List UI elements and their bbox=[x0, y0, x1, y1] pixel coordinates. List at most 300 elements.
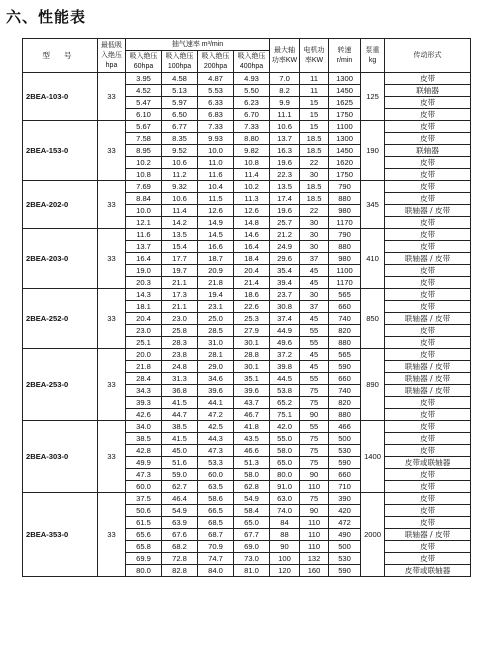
value-cell: 91.0 bbox=[270, 481, 300, 493]
value-cell: 45 bbox=[300, 265, 329, 277]
table-row bbox=[23, 121, 471, 133]
value-cell: 17.7 bbox=[162, 253, 198, 265]
table-row bbox=[23, 421, 471, 433]
drive-cell: 皮带 bbox=[385, 289, 471, 301]
value-cell: 18.5 bbox=[300, 193, 329, 205]
value-cell: 42.0 bbox=[270, 421, 300, 433]
value-cell: 790 bbox=[329, 181, 361, 193]
value-cell: 4.93 bbox=[234, 73, 270, 85]
section-title: 六、性能表 bbox=[6, 8, 87, 26]
drive-cell: 皮带 bbox=[385, 337, 471, 349]
value-cell: 59.0 bbox=[162, 469, 198, 481]
value-cell: 5.97 bbox=[162, 97, 198, 109]
value-cell: 28.3 bbox=[162, 337, 198, 349]
value-cell: 44.5 bbox=[270, 373, 300, 385]
value-cell: 880 bbox=[329, 337, 361, 349]
drive-cell: 皮带 bbox=[385, 277, 471, 289]
value-cell: 11.6 bbox=[126, 229, 162, 241]
header-model: 型 号 bbox=[23, 39, 98, 73]
value-cell: 25.8 bbox=[162, 325, 198, 337]
drive-cell: 皮带 bbox=[385, 241, 471, 253]
drive-cell: 皮带 bbox=[385, 433, 471, 445]
value-cell: 12.1 bbox=[126, 217, 162, 229]
drive-cell: 联轴器 bbox=[385, 85, 471, 97]
value-cell: 31.0 bbox=[198, 337, 234, 349]
value-cell: 14.6 bbox=[234, 229, 270, 241]
value-cell: 740 bbox=[329, 313, 361, 325]
value-cell: 10.6 bbox=[270, 121, 300, 133]
value-cell: 45 bbox=[300, 313, 329, 325]
value-cell: 7.33 bbox=[234, 121, 270, 133]
value-cell: 10.4 bbox=[198, 181, 234, 193]
value-cell: 63.0 bbox=[270, 493, 300, 505]
value-cell: 55.0 bbox=[270, 433, 300, 445]
value-cell: 11.1 bbox=[270, 109, 300, 121]
value-cell: 18.5 bbox=[300, 145, 329, 157]
table-row bbox=[23, 349, 471, 361]
value-cell: 39.4 bbox=[270, 277, 300, 289]
value-cell: 15.4 bbox=[162, 241, 198, 253]
model-cell: 2BEA-103-0 bbox=[23, 73, 98, 121]
value-cell: 4.52 bbox=[126, 85, 162, 97]
value-cell: 500 bbox=[329, 433, 361, 445]
value-cell: 65.8 bbox=[126, 541, 162, 553]
value-cell: 24.8 bbox=[162, 361, 198, 373]
value-cell: 790 bbox=[329, 229, 361, 241]
value-cell: 55 bbox=[300, 373, 329, 385]
value-cell: 62.8 bbox=[234, 481, 270, 493]
value-cell: 10.0 bbox=[198, 145, 234, 157]
value-cell: 15 bbox=[300, 97, 329, 109]
value-cell: 30.1 bbox=[234, 337, 270, 349]
drive-cell: 联轴器 / 皮带 bbox=[385, 205, 471, 217]
value-cell: 55 bbox=[300, 421, 329, 433]
drive-cell: 联轴器 / 皮带 bbox=[385, 361, 471, 373]
value-cell: 36.8 bbox=[162, 385, 198, 397]
value-cell: 45 bbox=[300, 349, 329, 361]
value-cell: 63.9 bbox=[162, 517, 198, 529]
value-cell: 23.0 bbox=[162, 313, 198, 325]
value-cell: 49.6 bbox=[270, 337, 300, 349]
value-cell: 660 bbox=[329, 469, 361, 481]
value-cell: 30 bbox=[300, 241, 329, 253]
value-cell: 75 bbox=[300, 385, 329, 397]
value-cell: 18.7 bbox=[198, 253, 234, 265]
value-cell: 1300 bbox=[329, 73, 361, 85]
value-cell: 20.9 bbox=[198, 265, 234, 277]
value-cell: 61.5 bbox=[126, 517, 162, 529]
value-cell: 490 bbox=[329, 529, 361, 541]
value-cell: 39.3 bbox=[126, 397, 162, 409]
value-cell: 80.0 bbox=[126, 565, 162, 577]
value-cell: 1750 bbox=[329, 109, 361, 121]
value-cell: 1450 bbox=[329, 145, 361, 157]
value-cell: 9.93 bbox=[198, 133, 234, 145]
table-row bbox=[23, 493, 471, 505]
header-min-vacuum: 最低吸入绝压hpa bbox=[98, 39, 126, 73]
value-cell: 25.1 bbox=[126, 337, 162, 349]
drive-cell: 皮带 bbox=[385, 265, 471, 277]
value-cell: 110 bbox=[300, 481, 329, 493]
value-cell: 9.52 bbox=[162, 145, 198, 157]
value-cell: 7.58 bbox=[126, 133, 162, 145]
value-cell: 8.95 bbox=[126, 145, 162, 157]
value-cell: 66.5 bbox=[198, 505, 234, 517]
header-suction-400: 吸入绝压400hpa bbox=[234, 51, 270, 73]
value-cell: 8.84 bbox=[126, 193, 162, 205]
value-cell: 29.0 bbox=[198, 361, 234, 373]
value-cell: 13.7 bbox=[126, 241, 162, 253]
value-cell: 5.53 bbox=[198, 85, 234, 97]
value-cell: 38.5 bbox=[126, 433, 162, 445]
drive-cell: 皮带 bbox=[385, 505, 471, 517]
value-cell: 65.0 bbox=[234, 517, 270, 529]
value-cell: 565 bbox=[329, 289, 361, 301]
value-cell: 120 bbox=[270, 565, 300, 577]
header-speed: 转速r/min bbox=[329, 39, 361, 73]
value-cell: 42.6 bbox=[126, 409, 162, 421]
drive-cell: 联轴器 / 皮带 bbox=[385, 373, 471, 385]
header-suction-60: 吸入绝压60hpa bbox=[126, 51, 162, 73]
drive-cell: 皮带 bbox=[385, 469, 471, 481]
model-cell: 2BEA-353-0 bbox=[23, 493, 98, 577]
value-cell: 75 bbox=[300, 493, 329, 505]
table-row bbox=[23, 181, 471, 193]
value-cell: 44.9 bbox=[270, 325, 300, 337]
drive-cell: 皮带 bbox=[385, 181, 471, 193]
value-cell: 34.6 bbox=[198, 373, 234, 385]
drive-cell: 联轴器 / 皮带 bbox=[385, 253, 471, 265]
drive-cell: 皮带 bbox=[385, 397, 471, 409]
value-cell: 21.2 bbox=[270, 229, 300, 241]
value-cell: 37 bbox=[300, 301, 329, 313]
table-row bbox=[23, 73, 471, 85]
value-cell: 58.4 bbox=[234, 505, 270, 517]
header-drive: 传动形式 bbox=[385, 39, 471, 73]
value-cell: 530 bbox=[329, 445, 361, 457]
model-cell: 2BEA-202-0 bbox=[23, 181, 98, 229]
value-cell: 472 bbox=[329, 517, 361, 529]
value-cell: 660 bbox=[329, 373, 361, 385]
value-cell: 50.6 bbox=[126, 505, 162, 517]
min-vacuum-cell: 33 bbox=[98, 349, 126, 421]
value-cell: 21.1 bbox=[162, 277, 198, 289]
value-cell: 530 bbox=[329, 553, 361, 565]
model-cell: 2BEA-153-0 bbox=[23, 121, 98, 181]
weight-cell: 125 bbox=[361, 73, 385, 121]
value-cell: 75 bbox=[300, 397, 329, 409]
value-cell: 16.3 bbox=[270, 145, 300, 157]
value-cell: 90 bbox=[270, 541, 300, 553]
model-cell: 2BEA-252-0 bbox=[23, 289, 98, 349]
value-cell: 5.50 bbox=[234, 85, 270, 97]
drive-cell: 皮带 bbox=[385, 169, 471, 181]
value-cell: 84.0 bbox=[198, 565, 234, 577]
value-cell: 21.8 bbox=[198, 277, 234, 289]
value-cell: 17.4 bbox=[270, 193, 300, 205]
value-cell: 9.32 bbox=[162, 181, 198, 193]
performance-table bbox=[22, 38, 471, 577]
drive-cell: 皮带 bbox=[385, 409, 471, 421]
value-cell: 820 bbox=[329, 325, 361, 337]
header-suction-100: 吸入绝压100hpa bbox=[162, 51, 198, 73]
min-vacuum-cell: 33 bbox=[98, 73, 126, 121]
value-cell: 20.3 bbox=[126, 277, 162, 289]
drive-cell: 皮带 bbox=[385, 73, 471, 85]
value-cell: 74.7 bbox=[198, 553, 234, 565]
value-cell: 9.82 bbox=[234, 145, 270, 157]
value-cell: 11.6 bbox=[198, 169, 234, 181]
value-cell: 46.7 bbox=[234, 409, 270, 421]
value-cell: 23.0 bbox=[126, 325, 162, 337]
value-cell: 14.5 bbox=[198, 229, 234, 241]
value-cell: 8.35 bbox=[162, 133, 198, 145]
drive-cell: 联轴器 bbox=[385, 145, 471, 157]
weight-cell: 345 bbox=[361, 181, 385, 229]
drive-cell: 皮带 bbox=[385, 517, 471, 529]
value-cell: 25.3 bbox=[234, 313, 270, 325]
value-cell: 46.6 bbox=[234, 445, 270, 457]
value-cell: 11.4 bbox=[234, 169, 270, 181]
table-row bbox=[23, 289, 471, 301]
value-cell: 23.7 bbox=[270, 289, 300, 301]
value-cell: 8.2 bbox=[270, 85, 300, 97]
value-cell: 54.9 bbox=[234, 493, 270, 505]
value-cell: 11 bbox=[300, 85, 329, 97]
value-cell: 51.6 bbox=[162, 457, 198, 469]
weight-cell: 1400 bbox=[361, 421, 385, 493]
value-cell: 1100 bbox=[329, 121, 361, 133]
value-cell: 23.1 bbox=[198, 301, 234, 313]
value-cell: 6.33 bbox=[198, 97, 234, 109]
drive-cell: 皮带 bbox=[385, 493, 471, 505]
value-cell: 11.0 bbox=[198, 157, 234, 169]
value-cell: 740 bbox=[329, 385, 361, 397]
value-cell: 590 bbox=[329, 361, 361, 373]
value-cell: 55 bbox=[300, 325, 329, 337]
value-cell: 10.2 bbox=[234, 181, 270, 193]
value-cell: 27.9 bbox=[234, 325, 270, 337]
value-cell: 37 bbox=[300, 253, 329, 265]
drive-cell: 皮带 bbox=[385, 481, 471, 493]
value-cell: 41.8 bbox=[234, 421, 270, 433]
value-cell: 19.6 bbox=[270, 205, 300, 217]
value-cell: 37.5 bbox=[126, 493, 162, 505]
model-cell: 2BEA-203-0 bbox=[23, 229, 98, 289]
value-cell: 28.4 bbox=[126, 373, 162, 385]
value-cell: 45 bbox=[300, 277, 329, 289]
weight-cell: 410 bbox=[361, 229, 385, 289]
value-cell: 11.3 bbox=[234, 193, 270, 205]
value-cell: 10.6 bbox=[162, 157, 198, 169]
value-cell: 6.50 bbox=[162, 109, 198, 121]
value-cell: 420 bbox=[329, 505, 361, 517]
drive-cell: 皮带 bbox=[385, 133, 471, 145]
value-cell: 11 bbox=[300, 73, 329, 85]
value-cell: 14.3 bbox=[126, 289, 162, 301]
value-cell: 19.7 bbox=[162, 265, 198, 277]
value-cell: 22.3 bbox=[270, 169, 300, 181]
value-cell: 39.8 bbox=[270, 361, 300, 373]
value-cell: 20.4 bbox=[234, 265, 270, 277]
value-cell: 82.8 bbox=[162, 565, 198, 577]
value-cell: 45.0 bbox=[162, 445, 198, 457]
value-cell: 24.9 bbox=[270, 241, 300, 253]
value-cell: 60.0 bbox=[198, 469, 234, 481]
value-cell: 46.4 bbox=[162, 493, 198, 505]
value-cell: 47.2 bbox=[198, 409, 234, 421]
value-cell: 4.87 bbox=[198, 73, 234, 85]
value-cell: 81.0 bbox=[234, 565, 270, 577]
value-cell: 18.1 bbox=[126, 301, 162, 313]
value-cell: 75 bbox=[300, 433, 329, 445]
value-cell: 67.6 bbox=[162, 529, 198, 541]
value-cell: 25.0 bbox=[198, 313, 234, 325]
drive-cell: 皮带 bbox=[385, 349, 471, 361]
header-suction-200: 吸入绝压200hpa bbox=[198, 51, 234, 73]
drive-cell: 皮带 bbox=[385, 553, 471, 565]
value-cell: 500 bbox=[329, 541, 361, 553]
drive-cell: 皮带 bbox=[385, 109, 471, 121]
value-cell: 44.7 bbox=[162, 409, 198, 421]
weight-cell: 190 bbox=[361, 121, 385, 181]
value-cell: 880 bbox=[329, 409, 361, 421]
drive-cell: 皮带 bbox=[385, 445, 471, 457]
value-cell: 90 bbox=[300, 505, 329, 517]
value-cell: 44.1 bbox=[198, 397, 234, 409]
value-cell: 74.0 bbox=[270, 505, 300, 517]
drive-cell: 皮带 bbox=[385, 217, 471, 229]
value-cell: 75.1 bbox=[270, 409, 300, 421]
value-cell: 390 bbox=[329, 493, 361, 505]
value-cell: 18.5 bbox=[300, 181, 329, 193]
model-cell: 2BEA-253-0 bbox=[23, 349, 98, 421]
header-pumping-speed: 抽气速率 m³/min bbox=[126, 39, 270, 51]
value-cell: 30.1 bbox=[234, 361, 270, 373]
value-cell: 16.4 bbox=[126, 253, 162, 265]
value-cell: 160 bbox=[300, 565, 329, 577]
value-cell: 30 bbox=[300, 229, 329, 241]
value-cell: 35.4 bbox=[270, 265, 300, 277]
value-cell: 590 bbox=[329, 457, 361, 469]
value-cell: 63.5 bbox=[198, 481, 234, 493]
weight-cell: 890 bbox=[361, 349, 385, 421]
value-cell: 68.2 bbox=[162, 541, 198, 553]
value-cell: 20.4 bbox=[126, 313, 162, 325]
drive-cell: 皮带 bbox=[385, 157, 471, 169]
value-cell: 65.0 bbox=[270, 457, 300, 469]
value-cell: 1620 bbox=[329, 157, 361, 169]
value-cell: 10.8 bbox=[234, 157, 270, 169]
value-cell: 880 bbox=[329, 241, 361, 253]
value-cell: 13.7 bbox=[270, 133, 300, 145]
drive-cell: 联轴器 / 皮带 bbox=[385, 313, 471, 325]
value-cell: 5.13 bbox=[162, 85, 198, 97]
value-cell: 62.7 bbox=[162, 481, 198, 493]
value-cell: 75 bbox=[300, 457, 329, 469]
value-cell: 38.5 bbox=[162, 421, 198, 433]
value-cell: 37.4 bbox=[270, 313, 300, 325]
value-cell: 45 bbox=[300, 361, 329, 373]
value-cell: 6.10 bbox=[126, 109, 162, 121]
value-cell: 31.3 bbox=[162, 373, 198, 385]
value-cell: 22 bbox=[300, 205, 329, 217]
value-cell: 590 bbox=[329, 565, 361, 577]
value-cell: 37.2 bbox=[270, 349, 300, 361]
value-cell: 3.95 bbox=[126, 73, 162, 85]
value-cell: 65.6 bbox=[126, 529, 162, 541]
value-cell: 5.67 bbox=[126, 121, 162, 133]
header-motor-power: 电机功率KW bbox=[300, 39, 329, 73]
value-cell: 88 bbox=[270, 529, 300, 541]
value-cell: 69.0 bbox=[234, 541, 270, 553]
value-cell: 58.0 bbox=[270, 445, 300, 457]
value-cell: 42.5 bbox=[198, 421, 234, 433]
value-cell: 51.3 bbox=[234, 457, 270, 469]
drive-cell: 皮带 bbox=[385, 421, 471, 433]
value-cell: 19.6 bbox=[270, 157, 300, 169]
value-cell: 9.9 bbox=[270, 97, 300, 109]
value-cell: 466 bbox=[329, 421, 361, 433]
value-cell: 7.69 bbox=[126, 181, 162, 193]
weight-cell: 850 bbox=[361, 289, 385, 349]
drive-cell: 皮带 bbox=[385, 121, 471, 133]
header-weight: 泵重kg bbox=[361, 39, 385, 73]
value-cell: 19.0 bbox=[126, 265, 162, 277]
value-cell: 14.9 bbox=[198, 217, 234, 229]
value-cell: 1100 bbox=[329, 265, 361, 277]
value-cell: 55 bbox=[300, 337, 329, 349]
value-cell: 30 bbox=[300, 169, 329, 181]
value-cell: 18.6 bbox=[234, 289, 270, 301]
value-cell: 19.4 bbox=[198, 289, 234, 301]
header-shaft-power: 最大轴功率KW bbox=[270, 39, 300, 73]
value-cell: 4.58 bbox=[162, 73, 198, 85]
value-cell: 7.33 bbox=[198, 121, 234, 133]
drive-cell: 皮带 bbox=[385, 229, 471, 241]
value-cell: 710 bbox=[329, 481, 361, 493]
value-cell: 75 bbox=[300, 445, 329, 457]
value-cell: 28.8 bbox=[234, 349, 270, 361]
value-cell: 69.9 bbox=[126, 553, 162, 565]
value-cell: 110 bbox=[300, 517, 329, 529]
value-cell: 58.0 bbox=[234, 469, 270, 481]
value-cell: 1625 bbox=[329, 97, 361, 109]
value-cell: 23.8 bbox=[162, 349, 198, 361]
value-cell: 10.6 bbox=[162, 193, 198, 205]
value-cell: 80.0 bbox=[270, 469, 300, 481]
value-cell: 6.70 bbox=[234, 109, 270, 121]
value-cell: 49.9 bbox=[126, 457, 162, 469]
value-cell: 44.3 bbox=[198, 433, 234, 445]
value-cell: 13.5 bbox=[162, 229, 198, 241]
value-cell: 47.3 bbox=[198, 445, 234, 457]
value-cell: 16.6 bbox=[198, 241, 234, 253]
min-vacuum-cell: 33 bbox=[98, 181, 126, 229]
value-cell: 29.6 bbox=[270, 253, 300, 265]
value-cell: 132 bbox=[300, 553, 329, 565]
value-cell: 41.5 bbox=[162, 433, 198, 445]
value-cell: 12.6 bbox=[198, 205, 234, 217]
value-cell: 6.23 bbox=[234, 97, 270, 109]
value-cell: 43.5 bbox=[234, 433, 270, 445]
drive-cell: 皮带或联轴器 bbox=[385, 565, 471, 577]
value-cell: 25.7 bbox=[270, 217, 300, 229]
value-cell: 21.4 bbox=[234, 277, 270, 289]
drive-cell: 皮带 bbox=[385, 301, 471, 313]
value-cell: 30.8 bbox=[270, 301, 300, 313]
value-cell: 28.1 bbox=[198, 349, 234, 361]
